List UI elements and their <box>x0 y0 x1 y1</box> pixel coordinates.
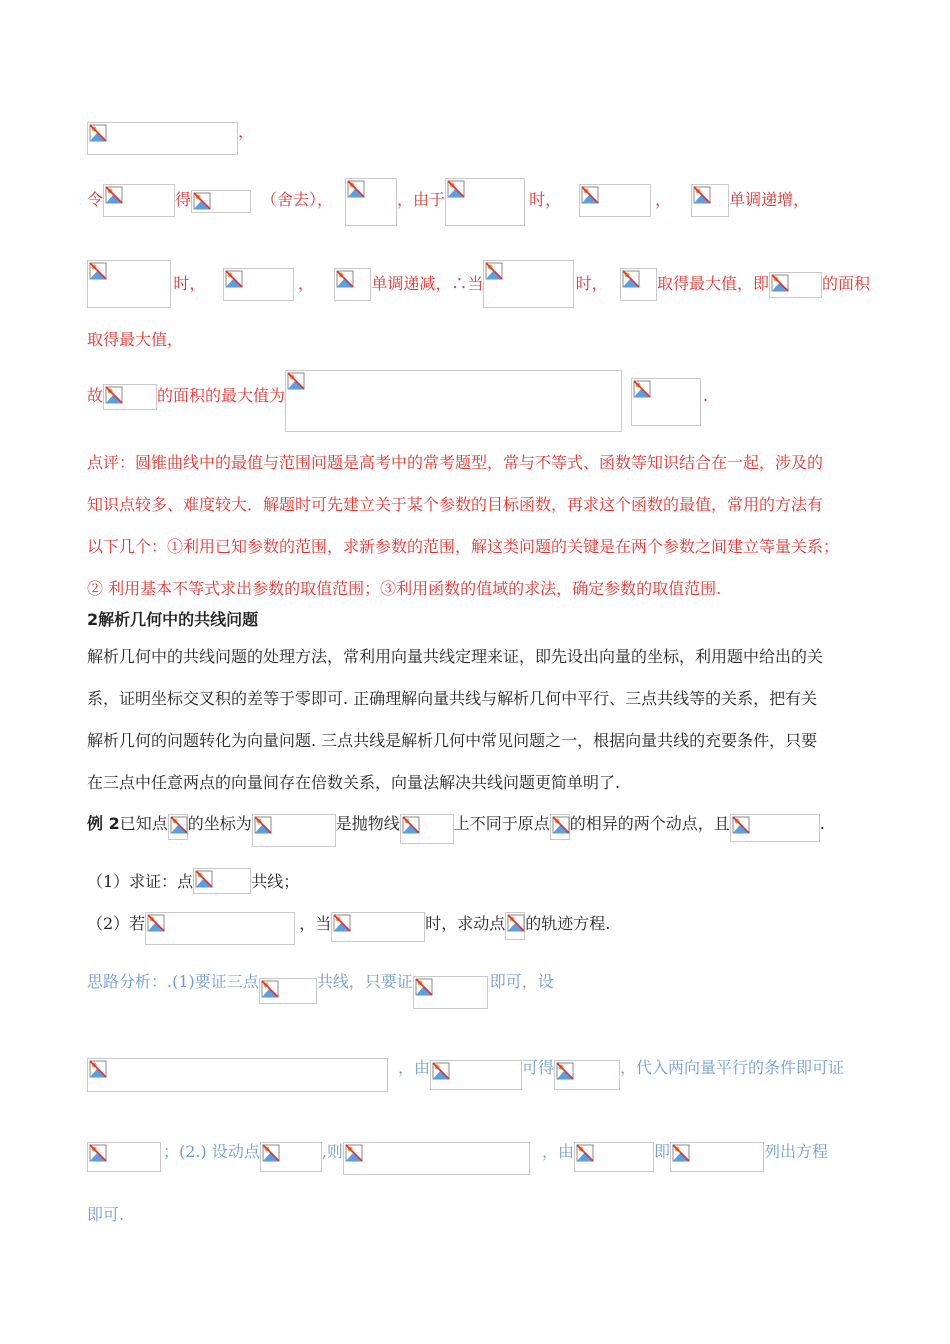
analysis-text: ；(2.) 设动点 <box>163 1142 260 1161</box>
broken-image-icon <box>260 1142 322 1172</box>
body-line: 解析几何的问题转化为向量问题. 三点共线是解析几何中常见问题之一，根据向量共线的充要条件，只要 <box>87 731 818 750</box>
broken-image-icon <box>579 184 651 217</box>
broken-image-icon <box>483 260 573 308</box>
body-line: 系，证明坐标交叉积的差等于零即可. 正确理解向量共线与解析几何中平行、三点共线等的关系，把有关 <box>87 689 818 708</box>
broken-image-icon <box>430 1060 522 1090</box>
shi-text: 时， <box>173 274 206 293</box>
broken-image-icon <box>223 268 294 301</box>
broken-image-icon <box>191 190 251 213</box>
broken-image-icon <box>343 1142 530 1175</box>
shi-text: 时， <box>529 190 562 209</box>
broken-image-icon <box>334 268 371 301</box>
broken-image-icon <box>193 868 251 894</box>
question-text: （1）求证：点 <box>87 872 194 891</box>
gu-text: 故 <box>87 386 104 405</box>
question-text: ，当 <box>299 914 332 933</box>
broken-image-icon <box>87 1142 161 1172</box>
broken-image-icon <box>554 1060 620 1090</box>
broken-image-icon <box>87 1058 388 1092</box>
broken-image-icon <box>550 814 570 840</box>
de-text: 得 <box>175 190 192 209</box>
broken-image-icon <box>691 184 729 217</box>
example-text: 上不同于原点 <box>453 814 550 833</box>
broken-image-icon <box>574 1142 654 1172</box>
broken-image-icon <box>400 814 454 844</box>
body-line: 解析几何中的共线问题的处理方法，常利用向量共线定理来证，即先设出向量的坐标，利用题中给出的关 <box>87 647 824 666</box>
question-text: （2）若 <box>87 914 146 933</box>
period-text: . <box>703 386 709 405</box>
section-title <box>87 610 870 630</box>
broken-image-icon <box>730 814 820 842</box>
analysis-line-4 <box>87 1205 870 1225</box>
comment-line: ② 利用基本不等式求出参数的取值范围；③利用函数的值域的求法，确定参数的取值范围. <box>87 579 722 598</box>
analysis-text: 即可. <box>87 1205 125 1224</box>
analysis-text: 列出方程 <box>763 1142 828 1161</box>
body-paragraph <box>87 636 867 804</box>
analysis-text: ，由 <box>541 1142 574 1161</box>
example-text: 已知点 <box>119 814 168 833</box>
broken-image-icon <box>103 384 157 410</box>
analysis-text: ，代入两向量平行的条件即可证 <box>620 1058 845 1077</box>
increasing-text: 单调递增， <box>729 190 810 209</box>
area-text: 的面积 <box>822 274 871 293</box>
analysis-text: 思路分析：.(1)要证三点 <box>87 972 259 991</box>
question-text: 的轨迹方程. <box>525 914 611 933</box>
question-text: 共线； <box>251 872 300 891</box>
broken-image-icon <box>331 912 425 942</box>
broken-image-icon <box>345 178 397 226</box>
max-value-text: 取得最大值， <box>87 330 184 349</box>
broken-image-icon <box>259 978 317 1004</box>
broken-image-icon <box>87 122 238 155</box>
decreasing-text: 单调递减，∴当 <box>371 274 484 293</box>
comment-paragraph <box>87 442 867 610</box>
example-text: 是抛物线 <box>335 814 400 833</box>
formula-line-3 <box>87 260 870 308</box>
broken-image-icon <box>505 912 525 940</box>
question-text: 时，求动点 <box>425 914 506 933</box>
formula-line-4 <box>87 330 870 350</box>
broken-image-icon <box>445 178 525 226</box>
broken-image-icon <box>670 1142 764 1172</box>
analysis-text: 即 <box>653 1142 670 1161</box>
broken-image-icon <box>769 272 822 298</box>
area-max-text: 的面积的最大值为 <box>157 386 286 405</box>
analysis-text: 可得 <box>522 1058 555 1077</box>
max-value-text: 取得最大值，即 <box>656 274 769 293</box>
broken-image-icon <box>620 268 657 301</box>
example-text: 的相异的两个动点，且 <box>569 814 730 833</box>
formula-line-2 <box>87 178 870 226</box>
body-line: 在三点中任意两点的向量间存在倍数关系，向量法解决共线问题更简单明了. <box>87 773 621 792</box>
analysis-text: 共线，只要证 <box>316 972 413 991</box>
example-line <box>87 814 870 847</box>
sheqv-text: （舍去）， <box>261 190 334 209</box>
broken-image-icon <box>285 370 622 432</box>
youyu-text: ，由于 <box>397 190 446 209</box>
question-1 <box>87 868 870 894</box>
ling-text: 令 <box>87 190 104 209</box>
comment-line: 知识点较多、难度较大．解题时可先建立关于某个参数的目标函数，再求这个函数的最值，常用的方法有 <box>87 495 824 514</box>
broken-image-icon <box>145 912 295 945</box>
analysis-line-1 <box>87 972 870 1009</box>
broken-image-icon <box>413 976 488 1009</box>
comment-line: 点评：圆锥曲线中的最值与范围问题是高考中的常考题型，常与不等式、函数等知识结合在一起，涉及的 <box>87 453 824 472</box>
analysis-text: ，由 <box>398 1058 431 1077</box>
formula-line-5 <box>87 370 870 432</box>
shi-text: 时， <box>575 274 608 293</box>
analysis-line-2 <box>87 1058 870 1092</box>
analysis-text: 即可，设 <box>489 972 554 991</box>
broken-image-icon <box>103 184 175 217</box>
comma-text: ， <box>238 122 255 141</box>
broken-image-icon <box>252 814 336 847</box>
broken-image-icon <box>87 260 171 308</box>
analysis-line-3 <box>87 1142 870 1175</box>
section-title-text: 2解析几何中的共线问题 <box>87 610 259 629</box>
broken-image-icon <box>631 378 701 426</box>
comment-line: 以下几个：①利用已知参数的范围，求新参数的范围，解这类问题的关键是在两个参数之间建立等量关系； <box>87 537 840 556</box>
analysis-text: ,则 <box>321 1142 343 1161</box>
broken-image-icon <box>168 814 188 840</box>
comma-text: ， <box>655 190 672 209</box>
example-label: 例 2 <box>87 814 120 833</box>
comma-text: ， <box>298 274 315 293</box>
formula-line-1 <box>87 122 870 155</box>
question-2 <box>87 912 870 945</box>
example-text: 的坐标为 <box>187 814 252 833</box>
example-text: . <box>819 814 825 833</box>
